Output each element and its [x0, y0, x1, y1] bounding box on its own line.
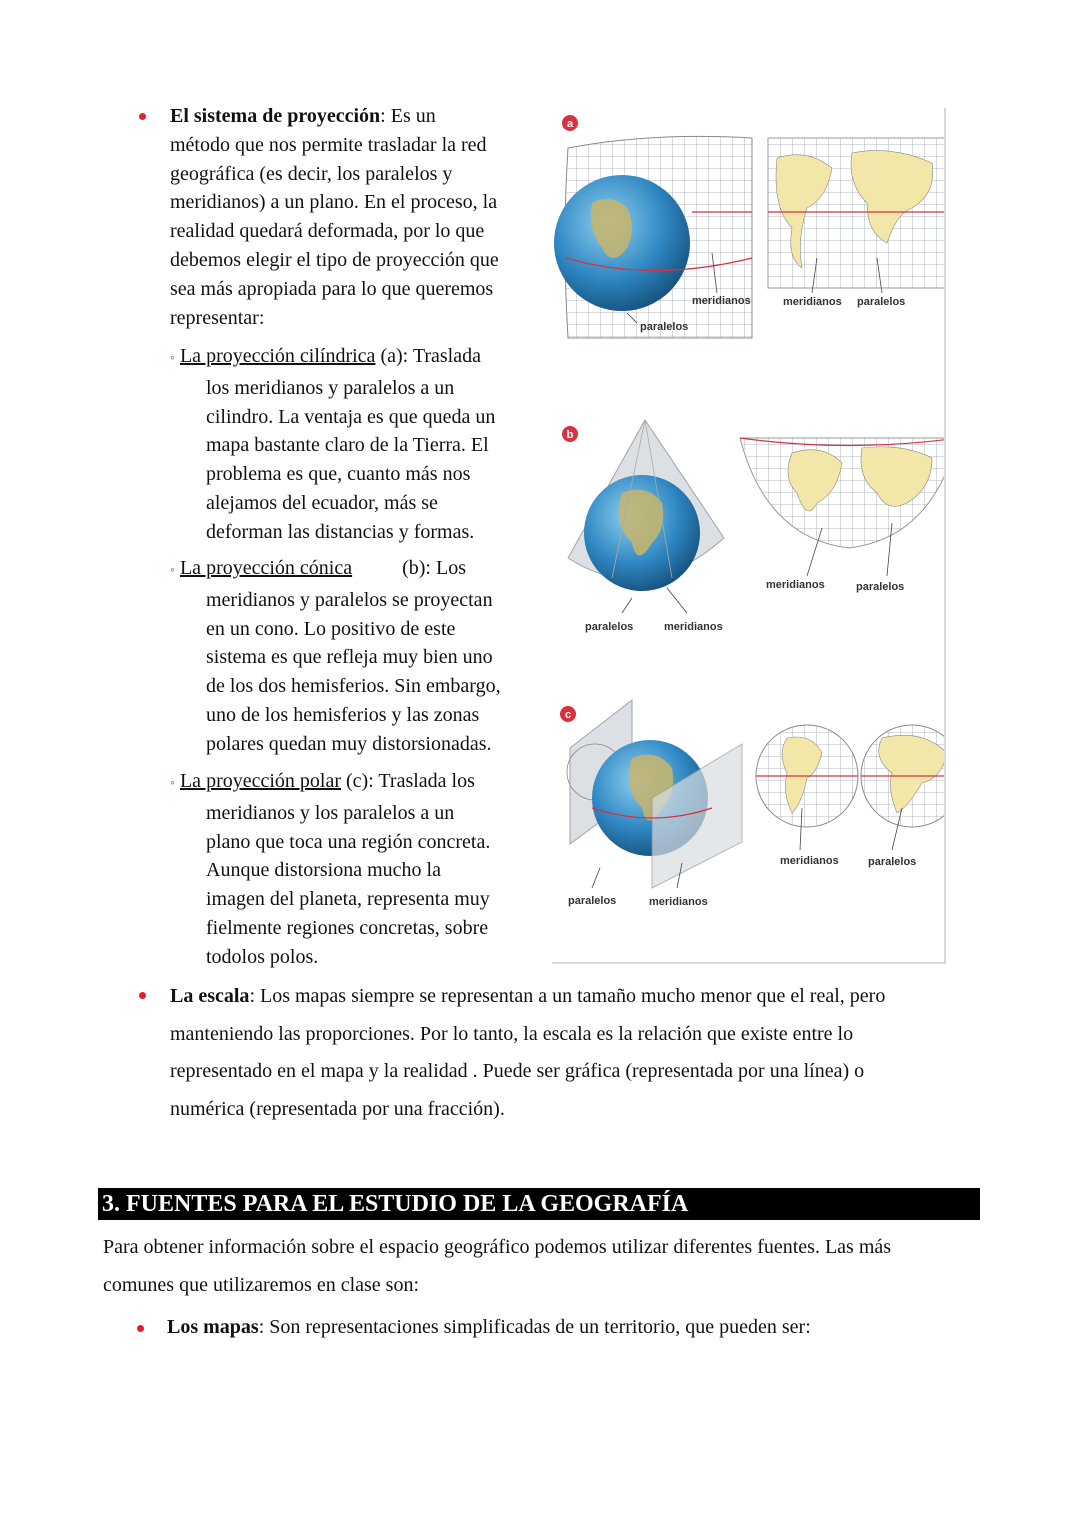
- figure-c-label: [560, 706, 576, 722]
- maps-item: Los mapas: Son representaciones simplificadas de un territorio, que pueden ser:: [167, 1316, 811, 1338]
- bullet-marker: [139, 992, 146, 999]
- conical-name: La proyección cónica: [179, 557, 353, 579]
- conical-item: ◦ La proyección cónica (b): Los meridianos y paralelos se proyectan en un cono. Lo positivo de este sistema es que refleja muy bien uno de los dos hemisferios. Sin embargo, uno de los hemisferios y las zonas polares quedan muy distorsionadas.: [170, 557, 501, 755]
- polar-name: La proyección polar: [179, 770, 342, 792]
- polar-diagram: [564, 700, 742, 888]
- label-meridianos-a2: meridianos: [783, 296, 842, 308]
- scale-paragraph: La escala: Los mapas siempre se representan a un tamaño mucho menor que el real, pero manteniendo las proporciones. Por lo tanto, la escala es la relación que existe entre lo representado en el mapa y la realidad . Puede ser gráfica (representada por una línea) o numérica (representada por una fracción).: [170, 985, 886, 1120]
- label-meridianos-b1: meridianos: [664, 621, 723, 633]
- projections-figure: [552, 108, 946, 964]
- section-heading: 3. FUENTES PARA EL ESTUDIO DE LA GEOGRAFÍA: [102, 1191, 689, 1217]
- maps-title: Los mapas: [167, 1316, 259, 1338]
- svg-text:a: a: [566, 118, 574, 130]
- svg-text:b: b: [566, 429, 574, 441]
- label-meridianos-c1: meridianos: [649, 896, 708, 908]
- label-paralelos-c2: paralelos: [868, 856, 917, 868]
- bullet-marker: [139, 113, 146, 120]
- flat-map-a: [768, 138, 944, 288]
- label-paralelos-a1: paralelos: [640, 321, 689, 333]
- scale-title: La escala: [170, 985, 250, 1007]
- figure-a-label: [562, 115, 578, 131]
- flat-map-b: [740, 438, 944, 548]
- cylinder-diagram: [554, 136, 752, 338]
- cylindrical-item: ◦ La proyección cilíndrica (a): Traslada los meridianos y paralelos a un cilindro. La ventaja es que queda un mapa bastante claro de la Tierra. El problema es que, cuanto más nos alejamos del ecuador, más se deforman las distancias y formas.: [170, 345, 496, 543]
- cylindrical-name: La proyección cilíndrica: [179, 345, 376, 367]
- label-paralelos-b1: paralelos: [585, 621, 634, 633]
- label-meridianos-c2: meridianos: [780, 855, 839, 867]
- cone-diagram: [568, 420, 724, 591]
- label-meridianos-a1: meridianos: [692, 295, 751, 307]
- projection-title: El sistema de proyección: [170, 105, 381, 127]
- projections-illustration: [552, 108, 944, 962]
- label-meridianos-b2: meridianos: [766, 579, 825, 591]
- svg-text:c: c: [564, 709, 572, 721]
- polar-item: ◦ La proyección polar (c): Traslada los meridianos y los paralelos a un plano que toca una región concreta. Aunque distorsiona mucho la imagen del planeta, representa muy fielmente regiones concretas, sobre todolos polos.: [170, 770, 491, 968]
- projection-paragraph: El sistema de proyección: Es un método que nos permite trasladar la red geográfica (es decir, los paralelos y meridianos) a un plano. En el proceso, la realidad quedará deformada, por lo que debemos elegir el tipo de proyección que sea más apropiada para lo que queremos representar:: [170, 105, 499, 329]
- section-heading-bar: [98, 1188, 980, 1220]
- label-paralelos-c1: paralelos: [568, 895, 617, 907]
- label-paralelos-b2: paralelos: [856, 581, 905, 593]
- figure-b-label: [562, 426, 578, 442]
- bullet-marker: [137, 1325, 144, 1332]
- section-intro: Para obtener información sobre el espacio geográfico podemos utilizar diferentes fuentes. Las más comunes que utilizaremos en clase son:: [103, 1236, 892, 1296]
- hemispheres-c: [756, 725, 944, 827]
- label-paralelos-a2: paralelos: [857, 296, 906, 308]
